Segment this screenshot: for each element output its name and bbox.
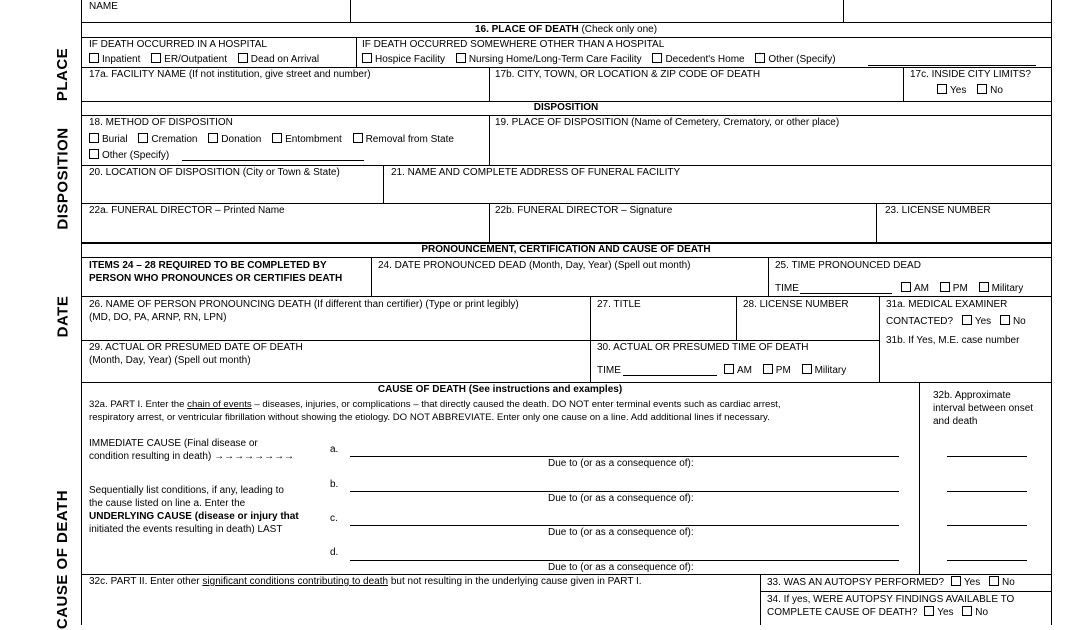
license-number-label-23: 23. LICENSE NUMBER xyxy=(885,205,991,216)
checkbox-icon xyxy=(937,84,947,94)
location-of-disposition-label: 20. LOCATION OF DISPOSITION (City or Town & State) xyxy=(89,167,340,178)
hospital-options xyxy=(89,53,327,66)
funeral-director-signature-label: 22b. FUNERAL DIRECTOR – Signature xyxy=(495,205,673,216)
name-label: NAME xyxy=(89,1,118,12)
section-label-cause: CAUSE OF DEATH xyxy=(54,489,72,630)
hospital-label: IF DEATH OCCURRED IN A HOSPITAL xyxy=(89,39,267,50)
checkbox-icon xyxy=(755,53,765,63)
checkbox-death-military[interactable]: Military xyxy=(802,365,847,376)
section-label-date: DATE xyxy=(54,295,72,337)
checkbox-icon xyxy=(962,606,972,616)
checkbox-death-pm[interactable]: PM xyxy=(763,365,791,376)
facility-name-label: 17a. FACILITY NAME (If not institution, give street and number) xyxy=(89,69,371,80)
interval-label: 32b. Approximate interval between onset and death xyxy=(933,390,1034,427)
checkbox-icon xyxy=(208,133,218,143)
checkbox-icon xyxy=(901,282,911,292)
checkbox-removal-from-state[interactable]: Removal from State xyxy=(353,134,454,145)
checkbox-decedents-home[interactable]: Decedent's Home xyxy=(652,54,744,65)
checkbox-icon xyxy=(724,364,734,374)
checkbox-icon xyxy=(989,576,999,586)
checkbox-pronounced-pm[interactable]: PM xyxy=(940,283,968,294)
cause-letter-d: d. xyxy=(330,547,339,558)
other-place-specify-line[interactable] xyxy=(868,65,1036,66)
title-label: 27. TITLE xyxy=(597,299,641,310)
date-pronounced-label: 24. DATE PRONOUNCED DEAD (Month, Day, Year) (Spell out month) xyxy=(378,260,691,271)
pronouncement-header: PRONOUNCEMENT, CERTIFICATION AND CAUSE OF DEATH xyxy=(421,244,711,255)
city-town-label: 17b. CITY, TOWN, OR LOCATION & ZIP CODE OF DEATH xyxy=(495,69,761,80)
checkbox-icon xyxy=(272,133,282,143)
checkbox-icon xyxy=(924,606,934,616)
immediate-cause-label: IMMEDIATE CAUSE (Final disease or condition resulting in death) →→→→→→→→ xyxy=(89,438,295,462)
disposition-header: DISPOSITION xyxy=(533,102,599,113)
medical-examiner-contacted: CONTACTED? Yes No xyxy=(886,316,1026,327)
sequential-conditions-label: Sequentially list conditions, if any, leading to the cause listed on line a. Enter the UNDERLYING CAUSE (disease or injury that initiated the events resulting in death) LAST xyxy=(89,485,299,535)
other-place-label: IF DEATH OCCURRED SOMEWHERE OTHER THAN A HOSPITAL xyxy=(362,39,665,50)
interval-line-a[interactable] xyxy=(947,456,1027,457)
due-to-b: Due to (or as a consequence of): xyxy=(548,493,694,504)
checkbox-findings-no[interactable]: No xyxy=(962,607,988,618)
checkbox-dead-on-arrival[interactable]: Dead on Arrival xyxy=(238,54,319,65)
checkbox-hospice[interactable]: Hospice Facility xyxy=(362,54,445,65)
checkbox-burial[interactable]: Burial xyxy=(89,134,128,145)
checkbox-icon xyxy=(89,149,99,159)
cause-letter-a: a. xyxy=(330,444,339,455)
part2-instructions: 32c. PART II. Enter other significant conditions contributing to death but not resulting in the underlying cause given in PART I. xyxy=(89,576,642,587)
checkbox-icon xyxy=(802,364,812,374)
time-of-death-line[interactable] xyxy=(623,375,717,376)
time-pronounced-label-time: TIME xyxy=(775,283,799,294)
checkbox-nursing-home[interactable]: Nursing Home/Long-Term Care Facility xyxy=(456,54,642,65)
checkbox-findings-yes[interactable]: Yes xyxy=(924,607,953,618)
checkbox-icon xyxy=(362,53,372,63)
checkbox-icon xyxy=(962,315,972,325)
cause-letter-b: b. xyxy=(330,479,339,490)
inside-city-limits-label: 17c. INSIDE CITY LIMITS? xyxy=(910,69,1031,80)
place-of-death-header: 16. PLACE OF DEATH (Check only one) xyxy=(474,24,658,35)
checkbox-donation[interactable]: Donation xyxy=(208,134,261,145)
checkbox-icon xyxy=(353,133,363,143)
checkbox-city-no[interactable]: No xyxy=(977,85,1003,96)
checkbox-death-am[interactable]: AM xyxy=(724,365,752,376)
cause-of-death-header: CAUSE OF DEATH (See instructions and examples) xyxy=(377,384,623,395)
interval-line-b[interactable] xyxy=(947,491,1027,492)
name-field[interactable] xyxy=(351,0,842,21)
due-to-c: Due to (or as a consequence of): xyxy=(548,527,694,538)
checkbox-icon xyxy=(89,133,99,143)
method-of-disposition-label: 18. METHOD OF DISPOSITION xyxy=(89,117,233,128)
place-of-disposition-label: 19. PLACE OF DISPOSITION (Name of Cemetery, Crematory, or other place) xyxy=(495,117,840,128)
checkbox-icon xyxy=(456,53,466,63)
section-label-place: PLACE xyxy=(54,47,72,101)
checkbox-entombment[interactable]: Entombment xyxy=(272,134,342,145)
time-pronounced-options xyxy=(901,282,1023,295)
checkbox-pronounced-am[interactable]: AM xyxy=(901,283,929,294)
due-to-d: Due to (or as a consequence of): xyxy=(548,562,694,573)
checkbox-city-yes[interactable]: Yes xyxy=(937,85,966,96)
part1-instructions: 32a. PART I. Enter the chain of events – diseases, injuries, or complications – that directly caused the death. DO NOT enter terminal events such as cardiac arrest, respiratory arrest, or ventricular fibrillation without showing the etiology. DO NOT ABBREVIATE. Enter only one cause on a line. Add additional lines if necessary. xyxy=(89,399,781,423)
checkbox-er-outpatient[interactable]: ER/Outpatient xyxy=(151,54,227,65)
checkbox-icon xyxy=(151,53,161,63)
checkbox-cremation[interactable]: Cremation xyxy=(138,134,197,145)
checkbox-other-place[interactable]: Other (Specify) xyxy=(755,54,835,65)
section-label-disposition: DISPOSITION xyxy=(54,126,72,230)
checkbox-autopsy-no[interactable]: No xyxy=(989,577,1015,588)
time-of-death-label: 30. ACTUAL OR PRESUMED TIME OF DEATH xyxy=(597,342,809,353)
autopsy-performed: 33. WAS AN AUTOPSY PERFORMED? Yes No xyxy=(767,577,1015,588)
cause-letter-c: c. xyxy=(330,513,338,524)
autopsy-findings: 34. If yes, WERE AUTOPSY FINDINGS AVAILABLE TO COMPLETE CAUSE OF DEATH? Yes No xyxy=(767,594,1015,618)
time-pronounced-label: 25. TIME PRONOUNCED DEAD xyxy=(775,260,921,271)
checkbox-me-yes[interactable]: Yes xyxy=(962,316,991,327)
checkbox-icon xyxy=(977,84,987,94)
checkbox-disposition-other[interactable]: Other (Specify) xyxy=(89,149,169,162)
checkbox-icon xyxy=(979,282,989,292)
interval-line-c[interactable] xyxy=(947,525,1027,526)
time-pronounced-line[interactable] xyxy=(800,293,892,294)
time-of-death-label-time: TIME xyxy=(597,365,621,376)
checkbox-me-no[interactable]: No xyxy=(1000,316,1026,327)
funeral-facility-label: 21. NAME AND COMPLETE ADDRESS OF FUNERAL FACILITY xyxy=(391,167,681,178)
checkbox-icon xyxy=(940,282,950,292)
inside-city-limits-options xyxy=(937,84,1003,97)
checkbox-icon xyxy=(138,133,148,143)
me-case-number-label: 31b. If Yes, M.E. case number xyxy=(886,335,1020,346)
date-of-death-label: 29. ACTUAL OR PRESUMED DATE OF DEATH (Month, Day, Year) (Spell out month) xyxy=(89,342,303,366)
time-of-death-options xyxy=(724,364,846,377)
checkbox-icon xyxy=(89,53,99,63)
other-place-options xyxy=(362,53,844,66)
items-required-note: ITEMS 24 – 28 REQUIRED TO BE COMPLETED BY PERSON WHO PRONOUNCES OR CERTIFIES DEATH xyxy=(89,260,343,284)
medical-examiner-label: 31a. MEDICAL EXAMINER xyxy=(886,299,1008,310)
checkbox-icon xyxy=(763,364,773,374)
disposition-methods xyxy=(89,133,454,146)
checkbox-icon xyxy=(238,53,248,63)
checkbox-icon xyxy=(951,576,961,586)
funeral-director-name-label: 22a. FUNERAL DIRECTOR – Printed Name xyxy=(89,205,285,216)
license-number-label-28: 28. LICENSE NUMBER xyxy=(743,299,849,310)
checkbox-pronounced-military[interactable]: Military xyxy=(979,283,1024,294)
interval-line-d[interactable] xyxy=(947,560,1027,561)
checkbox-inpatient[interactable]: Inpatient xyxy=(89,54,140,65)
due-to-a: Due to (or as a consequence of): xyxy=(548,458,694,469)
checkbox-autopsy-yes[interactable]: Yes xyxy=(951,577,980,588)
checkbox-icon xyxy=(1000,315,1010,325)
checkbox-icon xyxy=(652,53,662,63)
person-pronouncing-label: 26. NAME OF PERSON PRONOUNCING DEATH (If different than certifier) (Type or print legibly) (MD, DO, PA, ARNP, RN, LPN) xyxy=(89,299,519,323)
disposition-other-specify-line[interactable] xyxy=(182,160,364,161)
